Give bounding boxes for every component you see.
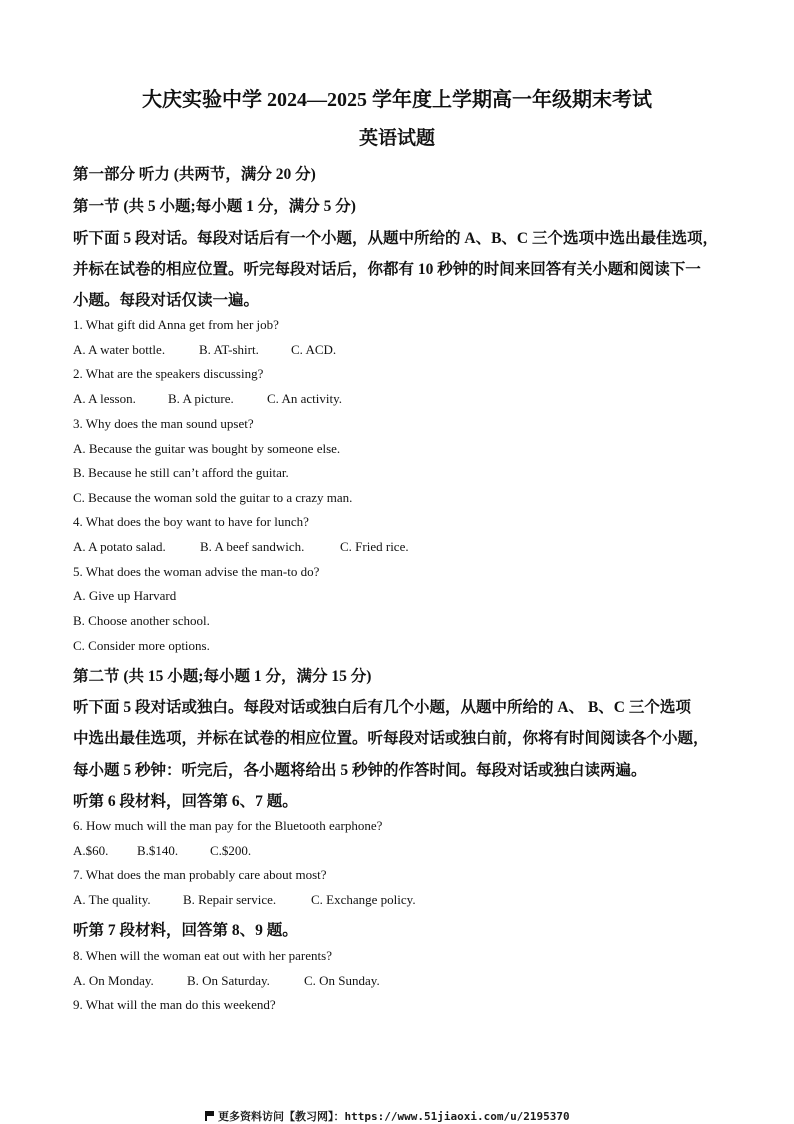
section2-heading: 第二节 (共 15 小题;每小题 1 分，满分 15 分) — [73, 668, 372, 685]
option: C. ACD. — [291, 342, 337, 357]
option: B. AT-shirt. — [199, 342, 259, 357]
question-options — [73, 892, 416, 908]
section1-instruction-line: 并标在试卷的相应位置。听完每段对话后，你都有 10 秒钟的时间来回答有关小题和阅读下一 — [73, 261, 701, 278]
material-heading: 听第 6 段材料，回答第 6、7 题。 — [73, 793, 298, 810]
option: B. A beef sandwich. — [200, 539, 305, 554]
section2-instruction-line: 每小题 5 秒钟：听完后，各小题将给出 5 秒钟的作答时间。每段对话或独白读两遍。 — [73, 762, 647, 779]
section2-instruction-line: 中选出最佳选项，并标在试卷的相应位置。听每段对话或独白前，你将有时间阅读各个小题， — [73, 730, 709, 747]
footer-text: 更多资料访问【教习网】：https://www.51jiaoxi.com/u/2195370 — [218, 1110, 570, 1123]
option: A. Give up Harvard — [73, 588, 177, 603]
part1-heading: 第一部分 听力 (共两节，满分 20 分) — [73, 166, 316, 183]
option: C. Because the woman sold the guitar to a crazy man. — [73, 490, 353, 505]
question-stem: 9. What will the man do this weekend? — [73, 997, 276, 1012]
question-stem: 2. What are the speakers discussing? — [73, 366, 264, 381]
question-stem: 7. What does the man probably care about most? — [73, 867, 327, 882]
question-options — [73, 973, 380, 989]
option: A. A lesson. — [73, 391, 136, 406]
question-stem: 3. Why does the man sound upset? — [73, 416, 254, 431]
flag-icon — [205, 1111, 214, 1121]
option: B.$140. — [137, 843, 179, 858]
option: A. The quality. — [73, 892, 151, 907]
option: C. An activity. — [267, 391, 342, 406]
question-stem: 1. What gift did Anna get from her job? — [73, 317, 279, 332]
question-stem: 6. How much will the man pay for the Bluetooth earphone? — [73, 818, 383, 833]
option: C. On Sunday. — [304, 973, 380, 988]
option: A. A potato salad. — [73, 539, 166, 554]
section1-heading: 第一节 (共 5 小题;每小题 1 分，满分 5 分) — [73, 198, 356, 215]
question-options — [73, 391, 342, 407]
question-options — [73, 843, 251, 859]
footer-link[interactable] — [205, 1108, 570, 1124]
exam-title: 大庆实验中学 2024—2025 学年度上学期高一年级期末考试 — [142, 89, 652, 111]
question-stem: 4. What does the boy want to have for lunch? — [73, 514, 309, 529]
question-stem: 8. When will the woman eat out with her parents? — [73, 948, 332, 963]
question-options — [73, 342, 336, 358]
option: C. Fried rice. — [340, 539, 409, 554]
option: C.$200. — [210, 843, 252, 858]
option: B. Repair service. — [183, 892, 277, 907]
question-stem: 5. What does the woman advise the man-to do? — [73, 564, 320, 579]
option: C. Exchange policy. — [311, 892, 416, 907]
option: A. Because the guitar was bought by someone else. — [73, 441, 341, 456]
option: B. Choose another school. — [73, 613, 210, 628]
section1-instruction-line: 小题。每段对话仅读一遍。 — [73, 292, 260, 309]
question-options — [73, 539, 409, 555]
option: C. Consider more options. — [73, 638, 210, 653]
option: B. A picture. — [168, 391, 234, 406]
section1-instruction-line: 听下面 5 段对话。每段对话后有一个小题，从题中所给的 A、B、C 三个选项中选出最佳选项， — [73, 230, 718, 247]
option: A. On Monday. — [73, 973, 154, 988]
material-heading: 听第 7 段材料，回答第 8、9 题。 — [73, 922, 298, 939]
option: B. On Saturday. — [187, 973, 270, 988]
option: B. Because he still can’t afford the guitar. — [73, 465, 289, 480]
exam-subtitle: 英语试题 — [358, 128, 435, 149]
option: A. A water bottle. — [73, 342, 166, 357]
option: A.$60. — [73, 843, 109, 858]
section2-instruction-line: 听下面 5 段对话或独白。每段对话或独白后有几个小题，从题中所给的 A、 B、C 三个选项 — [73, 699, 691, 716]
